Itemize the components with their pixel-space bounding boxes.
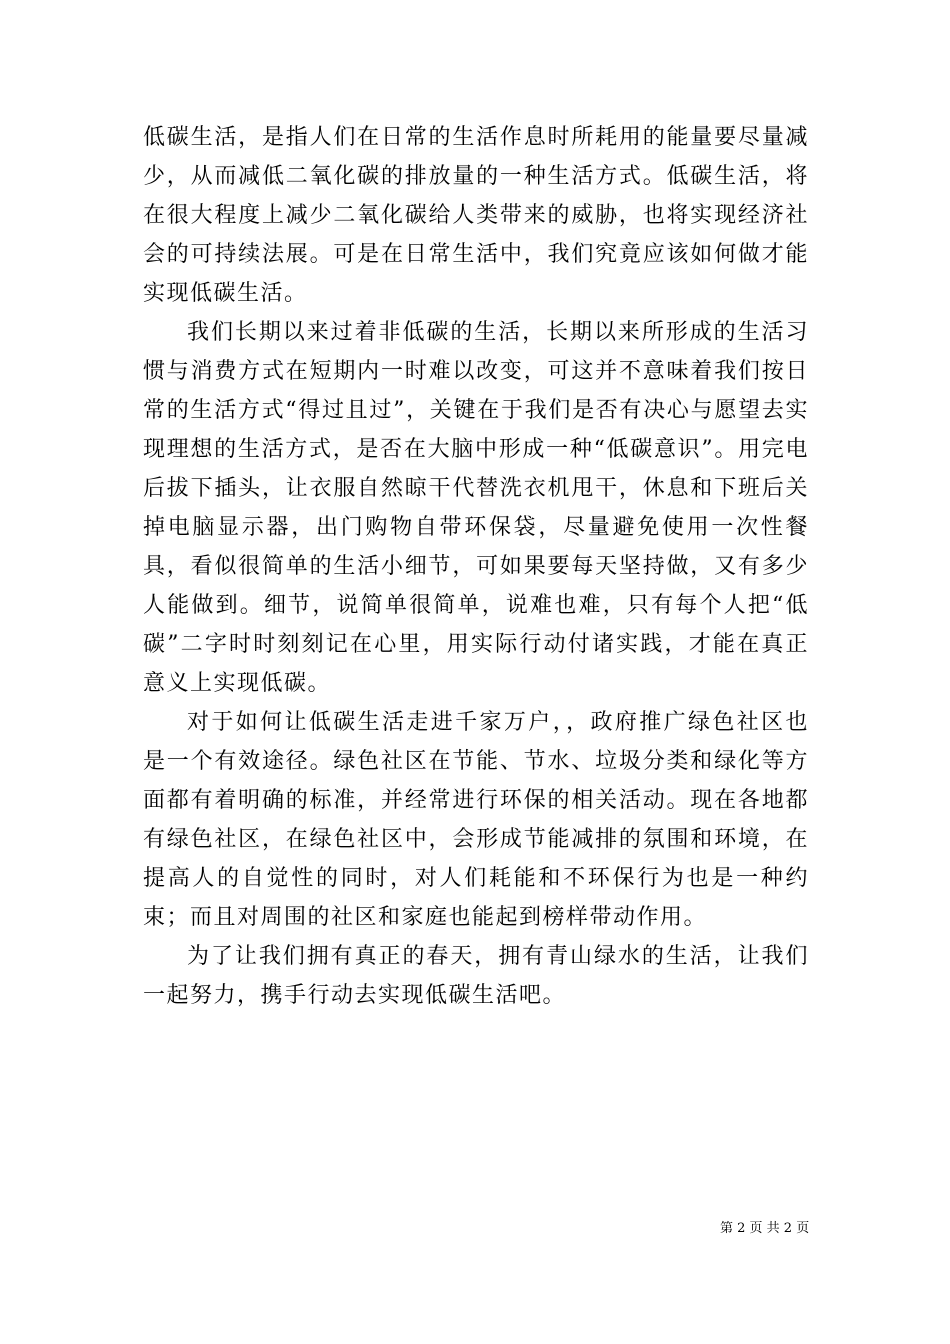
paragraph-green-community: 对于如何让低碳生活走进千家万户，，政府推广绿色社区也是一个有效途径。绿色社区在节能、节水、垃圾分类和绿化等方面都有着明确的标准，并经常进行环保的相关活动。现在各地都有绿色社区，在绿色社区中，会形成节能减排的氛围和环境，在提高人的自觉性的同时，对人们耗能和不环保行为也是一种约束；而且对周围的社区和家庭也能起到榜样带动作用。 [143, 710, 809, 930]
document-body [143, 118, 809, 1015]
page-number-footer: 第 2 页 共 2 页 [720, 1221, 810, 1236]
paragraph-habits: 我们长期以来过着非低碳的生活，长期以来所形成的生活习惯与消费方式在短期内一时难以改变，可这并不意味着我们按日常的生活方式“得过且过”，关键在于我们是否有决心与愿望去实现理想的生活方式，是否在大脑中形成一种“低碳意识”。用完电后拔下插头，让衣服自然晾干代替洗衣机甩干，休息和下班后关掉电脑显示器，出门购物自带环保袋，尽量避免使用一次性餐具，看似很简单的生活小细节，可如果要每天坚持做，又有多少人能做到。细节，说简单很简单，说难也难，只有每个人把“低碳”二字时时刻刻记在心里，用实际行动付诸实践，才能在真正意义上实现低碳。 [143, 320, 809, 696]
paragraph-conclusion: 为了让我们拥有真正的春天，拥有青山绿水的生活，让我们一起努力，携手行动去实现低碳生活吧。 [143, 944, 809, 1008]
paragraph-intro: 低碳生活，是指人们在日常的生活作息时所耗用的能量要尽量减少，从而减低二氧化碳的排放量的一种生活方式。低碳生活，将在很大程度上减少二氧化碳给人类带来的威胁，也将实现经济社会的可持续法展。可是在日常生活中，我们究竟应该如何做才能实现低碳生活。 [143, 125, 809, 306]
